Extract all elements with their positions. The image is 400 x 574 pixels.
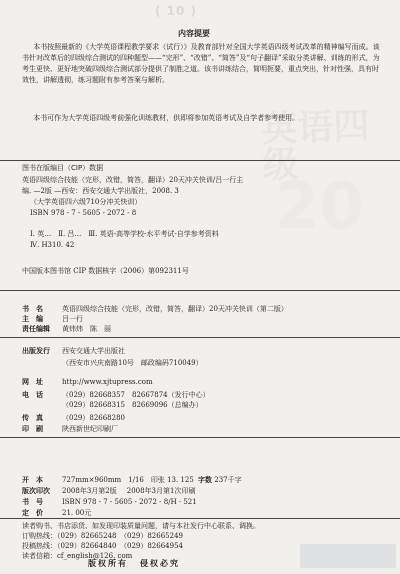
edition-value: 2008年3月第2版 [62, 487, 117, 495]
printer-name: 陕西新世纪印刷厂 [62, 425, 118, 433]
word-count-value: 237千字 [214, 476, 242, 484]
price-row [22, 508, 91, 518]
divider [0, 160, 400, 161]
submission-hotline: 投稿热线：（029）82664840 （029）82664954 [22, 542, 183, 550]
summary-paragraph-1: 本书按照最新的《大学英语课程教学要求（试行）》及教育部针对全国大学英语四级考试改革的精神编写而成。该书针对改革后的四级综合测试的四种题型——“完形”、“改错”、“简答”及“句子翻译”采取分类讲解、训练的形式，为考生更快、更好地突破四级综合测试部分提供了制胜之道。该书讲练结合，简明扼要，重点突出，针对性强，具有时效性，讲解透彻，练习题附有参考答案与解析。 [22, 43, 380, 84]
reader-email: 读者信箱：cf_english@126. com [22, 552, 133, 560]
summary-paragraph-2: 本书可作为大学英语四级考前强化训练教材，供即将参加英语考试及自学者参考使用。 [33, 114, 300, 122]
rights-reserved: 版权所有 [88, 559, 128, 568]
responsible-editors: 黄炜炜 陈 丽 [62, 325, 111, 333]
cip-line-2: 编. —2版 —西安：西安交通大学出版社，2008. 3 [22, 187, 179, 195]
label: 网 址 [22, 378, 43, 386]
bleed-through-text: ( 10 ) [155, 4, 198, 18]
publisher-name: 西安交通大学出版社 [62, 347, 125, 355]
phone-row [22, 390, 210, 400]
fax-number: （029）82668280 [62, 414, 125, 422]
label: 版次印次 [22, 487, 50, 495]
price-value: 21. 00元 [62, 509, 92, 517]
publisher-address: （西安市兴庆南路10号 邮政编码710049） [62, 359, 203, 367]
label: 书 名 [22, 305, 43, 313]
format-row [22, 475, 242, 485]
isbn-row [22, 497, 197, 507]
label: 字数 [198, 475, 212, 484]
divider [0, 437, 400, 438]
publisher-row [22, 346, 125, 356]
cip-line-5: Ⅰ. 英… Ⅱ. 吕… Ⅲ. 英语-高等学校-水平考试-自学参考资料 [30, 230, 219, 238]
label: 定 价 [22, 509, 43, 517]
fax-row [22, 413, 125, 423]
copyright-notice [88, 558, 192, 569]
label: 出版发行 [22, 347, 50, 355]
printing-value: 2008年3月第1次印刷 [126, 487, 196, 495]
cover-bleed-through: 英语四级 [260, 105, 371, 187]
label: 主 编 [22, 315, 43, 323]
website-url: http://www.xjtupress.com [62, 378, 153, 386]
divider [0, 290, 400, 291]
cip-heading: 图书在版编目（CIP）数据 [22, 164, 104, 172]
website-row [22, 377, 153, 387]
editor-row [22, 314, 83, 324]
cip-line-6: Ⅳ. H310. 42 [30, 241, 75, 249]
service-note: 读者购书、书店添货、如发现印装质量问题，请与本社发行中心联系、调换。 [22, 522, 260, 530]
book-title-row [22, 304, 288, 314]
label: 开 本 [22, 476, 43, 484]
order-hotline: 订购热线：（029）82665248 （029）82665249 [22, 532, 183, 540]
summary-title: 内容提要 [178, 28, 210, 38]
format-value: 727mm×960mm 1/16 印张 13. 125 [62, 476, 194, 484]
label: 印 刷 [22, 425, 43, 433]
cip-record-number: 中国版本图书馆 CIP 数据核字（2006）第092311号 [22, 267, 189, 275]
cip-line-1: 英语四级综合技能（完形，改错，简答，翻译）20天冲关快训/吕一行主 [22, 176, 244, 184]
divider [0, 337, 400, 338]
phone-numbers-1: （029）82668357 82667874（发行中心） [62, 391, 210, 399]
phone-numbers-2: （029）82668315 82669096（总编办） [62, 401, 203, 409]
label: 书 号 [22, 498, 43, 506]
printer-row [22, 424, 118, 434]
cip-line-3: （大学英语四六级710分冲关快训） [30, 198, 142, 206]
responsible-editor-row [22, 324, 111, 334]
cip-line-4: ISBN 978 - 7 - 5605 - 2072 - 8 [30, 209, 137, 217]
piracy-warning: 侵权必究 [140, 559, 180, 568]
publisher-logo-bleed [300, 544, 396, 568]
editor-name: 吕一行 [62, 315, 83, 323]
word-count [198, 475, 242, 485]
edition-row [22, 486, 195, 496]
label: 传 真 [22, 414, 43, 422]
label: 责任编辑 [22, 325, 50, 333]
label: 电 话 [22, 391, 43, 399]
book-title: 英语四级综合技能（完形，改错，简答，翻译）20天冲关快训（第二版） [62, 305, 288, 313]
divider [0, 518, 400, 519]
isbn-value: ISBN 978 - 7 - 5605 - 2072 - 8/H · 521 [62, 498, 197, 506]
cover-bleed-number: 20 [275, 170, 365, 244]
